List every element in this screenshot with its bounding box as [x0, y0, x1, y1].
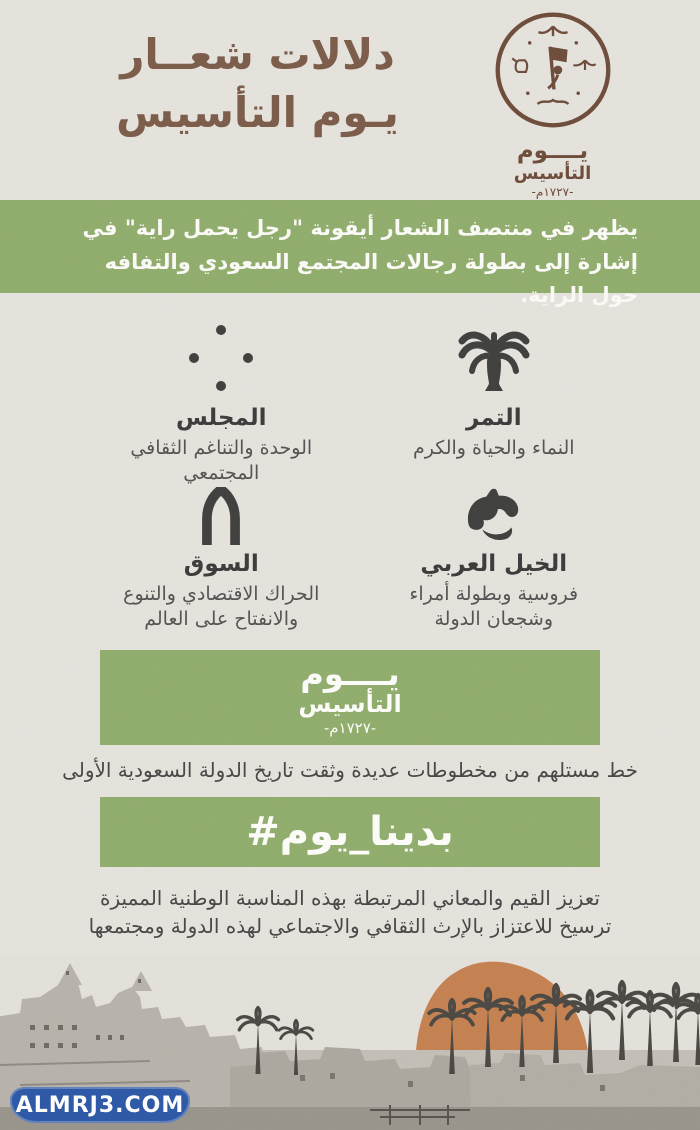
logo-symbols-grid [85, 323, 630, 650]
symbol-title: السوق [183, 551, 259, 578]
hashtag-text [246, 809, 453, 855]
header-logo-wordmark [460, 140, 645, 198]
founding-day-emblem [460, 0, 645, 198]
calligraphy-caption: خط مستلهم من مخطوطات عديدة وثقت تاريخ الدولة السعودية الأولى [62, 758, 638, 783]
symbol-title: المجلس [176, 405, 267, 431]
wordmark-line1: يــــوم [516, 138, 589, 164]
symbol-description: فروسية وبطولة أمراء وشجعان الدولة [409, 582, 579, 631]
hashtag-word2: بدينا [369, 809, 454, 856]
souq-arch-icon [197, 487, 245, 545]
arabian-horse-icon [463, 487, 525, 545]
hashtag-box [100, 797, 600, 867]
page-title [0, 0, 460, 142]
wordmark-year: -١٧٢٧م- [323, 719, 377, 738]
founding-day-seal-icon [489, 6, 617, 134]
intro-banner: يظهر في منتصف الشعار أيقونة "رجل يحمل راية" في إشارة إلى بطولة رجالات المجتمع السعودي والتفافه حول الراية. [0, 200, 700, 293]
title-line1: دلالات شعــار [120, 30, 395, 79]
symbol-arabian-horse [358, 487, 631, 650]
symbol-souq [85, 487, 358, 650]
wordmark-line2: التأسيس [298, 690, 402, 719]
wordmark-year: -١٧٢٧م- [531, 185, 574, 199]
symbol-dates [358, 323, 631, 487]
hashtag-word1: يوم [279, 809, 350, 856]
symbol-description: النماء والحياة والكرم [412, 436, 575, 459]
symbol-description: الحراك الاقتصادي والتنوع والانفتاح على العالم [123, 582, 320, 631]
hashtag-underscore: _ [349, 809, 370, 856]
title-line2: يـوم التأسيس [116, 87, 399, 137]
closing-line2: ترسيخ للاعتزاز بالإرث الثقافي والاجتماعي لهذه الدولة ومجتمعها [88, 914, 612, 939]
closing-paragraph [0, 884, 700, 941]
symbol-title: التمر [465, 405, 522, 431]
closing-line1: تعزيز القيم والمعاني المرتبطة بهذه المناسبة الوطنية المميزة [100, 886, 600, 911]
header [0, 0, 700, 200]
symbol-title: الخيل العربي [420, 551, 568, 578]
symbol-majlis [85, 323, 358, 487]
hashtag-hash: # [246, 809, 280, 856]
majlis-dots-icon [189, 323, 253, 399]
wordmark-line2: التأسيس [513, 163, 592, 184]
wordmark-box [100, 650, 600, 745]
diriyah-photo [0, 955, 700, 1130]
site-watermark: ALMRJ3.COM [10, 1087, 190, 1123]
symbol-description: الوحدة والتناغم الثقافي المجتمعي [130, 436, 313, 485]
palm-dates-icon [458, 323, 530, 399]
wordmark-line1: يــــوم [300, 655, 400, 694]
